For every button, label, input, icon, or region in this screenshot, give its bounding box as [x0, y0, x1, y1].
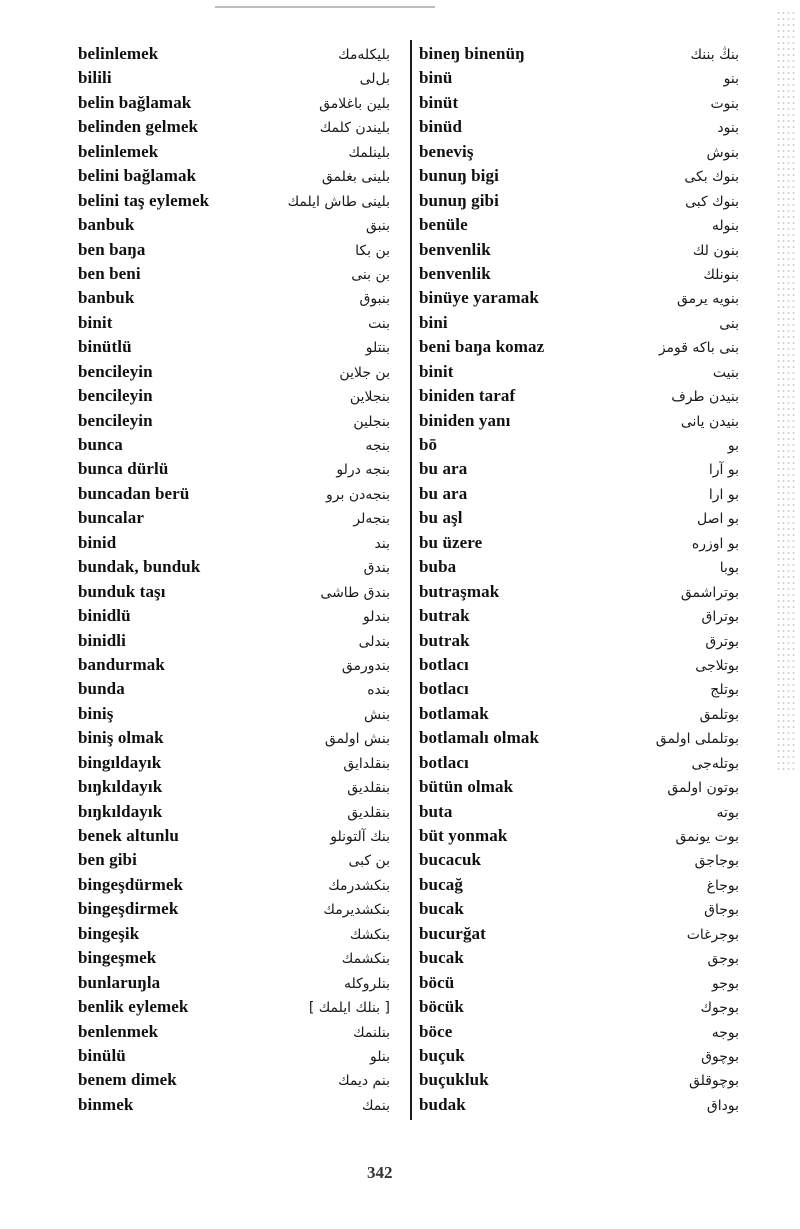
- arabic-script-form: بوجق: [707, 951, 739, 968]
- arabic-script-form: بو اصل: [697, 511, 739, 528]
- arabic-script-form: بن بکا: [355, 242, 390, 259]
- dictionary-entry: [419, 922, 739, 946]
- latin-headword: bingıldayık: [78, 752, 162, 772]
- arabic-script-form: بوجه: [711, 1024, 739, 1041]
- dictionary-entry: [78, 897, 390, 921]
- dictionary-entry: [419, 531, 739, 555]
- latin-headword: bunda: [78, 679, 125, 699]
- dictionary-entry: [419, 873, 739, 897]
- latin-headword: bunuŋ gibi: [419, 190, 499, 210]
- dictionary-entry: [78, 91, 390, 115]
- dictionary-entry: [78, 726, 390, 750]
- dictionary-entry: [419, 555, 739, 579]
- latin-headword: buba: [419, 557, 457, 577]
- arabic-script-form: بوچوق: [701, 1048, 739, 1065]
- dictionary-entry: [78, 946, 390, 970]
- arabic-script-form: بنجه‌لر: [353, 511, 390, 528]
- dictionary-entry: [78, 360, 390, 384]
- latin-headword: biniden taraf: [419, 386, 516, 406]
- arabic-script-form: بوترق: [705, 633, 739, 650]
- arabic-script-form: بنقلدیق: [347, 780, 390, 797]
- dictionary-entry: [78, 482, 390, 506]
- arabic-script-form: بنی باکه قومز: [658, 340, 739, 357]
- latin-headword: bıŋkıldayık: [78, 801, 163, 821]
- arabic-script-form: بو ارا: [708, 486, 739, 503]
- dictionary-entry: [419, 482, 739, 506]
- latin-headword: belini taş eylemek: [78, 190, 210, 210]
- dictionary-entry: [419, 897, 739, 921]
- arabic-script-form: بنونلك: [703, 266, 739, 283]
- latin-headword: ben baŋa: [78, 239, 146, 259]
- latin-headword: belinden gelmek: [78, 117, 199, 137]
- latin-headword: buçuk: [419, 1045, 465, 1065]
- arabic-script-form: بنلو: [370, 1048, 390, 1065]
- dictionary-entry: [78, 604, 390, 628]
- arabic-script-form: بنجه درلو: [336, 462, 390, 479]
- arabic-script-form: بوتراق: [701, 609, 739, 626]
- dictionary-entry: [419, 1068, 739, 1092]
- dictionary-entry: [419, 213, 739, 237]
- latin-headword: ben beni: [78, 263, 141, 283]
- latin-headword: binüt: [419, 92, 459, 112]
- dictionary-entry: [419, 286, 739, 310]
- dictionary-entry: [419, 946, 739, 970]
- dictionary-entry: [78, 800, 390, 824]
- dictionary-entry: [419, 604, 739, 628]
- dictionary-entry: [78, 189, 390, 213]
- dictionary-entry: [78, 848, 390, 872]
- dictionary-entry: [419, 115, 739, 139]
- arabic-script-form: بنڭ بننك: [690, 47, 739, 63]
- dictionary-entry: [419, 995, 739, 1019]
- dictionary-entry: [78, 1093, 390, 1117]
- arabic-script-form: بنش اولمق: [324, 731, 390, 748]
- dictionary-entry: [78, 115, 390, 139]
- arabic-script-form: بنلنمك: [353, 1024, 390, 1041]
- latin-headword: butraşmak: [419, 581, 500, 601]
- arabic-script-form: بنجه‌دن برو: [325, 486, 390, 503]
- arabic-script-form: بو اوزره: [691, 535, 739, 552]
- dictionary-entry: [78, 677, 390, 701]
- column-divider: [410, 40, 412, 1120]
- latin-headword: botlamak: [419, 703, 489, 723]
- latin-headword: bilili: [78, 68, 112, 88]
- arabic-script-form: بوجوك: [700, 1000, 739, 1017]
- arabic-script-form: بنقلدایق: [343, 755, 390, 772]
- dictionary-entry: [419, 1020, 739, 1044]
- arabic-script-form: بوجاق: [704, 902, 739, 919]
- arabic-script-form: بوتلج: [710, 682, 739, 699]
- dictionary-entry: [78, 1044, 390, 1068]
- dictionary-entry: [78, 238, 390, 262]
- arabic-script-form: بو: [727, 438, 739, 454]
- latin-headword: botlacı: [419, 654, 469, 674]
- latin-headword: bencileyin: [78, 386, 153, 406]
- arabic-script-form: بنیدن یانی: [680, 413, 739, 430]
- arabic-script-form: بو آرا: [708, 462, 739, 479]
- dictionary-entry: [78, 873, 390, 897]
- arabic-script-form: بلین باغلامق: [319, 95, 390, 112]
- dictionary-entry: [419, 824, 739, 848]
- dictionary-entry: [78, 653, 390, 677]
- arabic-script-form: بنلروکله: [343, 975, 390, 992]
- dictionary-entry: [419, 751, 739, 775]
- latin-headword: bıŋkıldayık: [78, 777, 163, 797]
- latin-headword: binülü: [78, 1045, 126, 1065]
- arabic-script-form: بنکشدیرمك: [323, 902, 390, 919]
- arabic-script-form: بنده: [367, 682, 390, 699]
- latin-headword: büt yonmak: [419, 826, 508, 845]
- dictionary-entry: [419, 848, 739, 872]
- arabic-script-form: بوچوقلق: [688, 1073, 739, 1090]
- latin-headword: bencileyin: [78, 410, 153, 430]
- latin-headword: binüye yaramak: [419, 288, 539, 308]
- arabic-script-form: بوجاجق: [694, 853, 739, 870]
- latin-headword: buçukluk: [419, 1070, 489, 1090]
- latin-headword: buta: [419, 801, 453, 821]
- latin-headword: butrak: [419, 630, 470, 650]
- arabic-script-form: بوتراشمق: [680, 584, 739, 601]
- top-border-line: [215, 6, 435, 8]
- arabic-script-form: بلیکلەمك: [338, 47, 390, 63]
- dictionary-entry: [419, 457, 739, 481]
- arabic-script-form: بل‌لی: [359, 71, 390, 88]
- latin-headword: benem dimek: [78, 1070, 177, 1090]
- dictionary-entry: [78, 555, 390, 579]
- latin-headword: ben gibi: [78, 850, 137, 870]
- dictionary-entry: [78, 751, 390, 775]
- latin-headword: bucağ: [419, 874, 463, 894]
- arabic-script-form: بوت یونمق: [675, 829, 739, 845]
- arabic-script-form: بنقلدیق: [347, 804, 390, 821]
- latin-headword: bundak, bunduk: [78, 557, 201, 577]
- arabic-script-form: بنوت: [710, 95, 739, 112]
- dictionary-entry: [78, 433, 390, 457]
- latin-headword: binidlü: [78, 606, 131, 626]
- dictionary-entry: [419, 409, 739, 433]
- arabic-script-form: بوجاغ: [706, 877, 739, 894]
- latin-headword: bineŋ binenüŋ: [419, 44, 525, 63]
- latin-headword: bucacuk: [419, 850, 482, 870]
- arabic-script-form: بلینی طاش ایلمك: [287, 193, 390, 210]
- dictionary-entry: [419, 702, 739, 726]
- latin-headword: belin bağlamak: [78, 92, 192, 112]
- arabic-script-form: بن کبی: [348, 853, 390, 870]
- dictionary-entry: [78, 971, 390, 995]
- dictionary-entry: [419, 66, 739, 90]
- dictionary-entry: [419, 384, 739, 408]
- latin-headword: beneviş: [419, 141, 474, 161]
- latin-headword: beni baŋa komaz: [419, 337, 545, 357]
- dictionary-entry: [78, 580, 390, 604]
- arabic-script-form: بنی: [719, 315, 739, 332]
- dictionary-entry: [78, 213, 390, 237]
- dictionary-entry: [419, 360, 739, 384]
- arabic-script-form: بنت: [368, 315, 390, 332]
- latin-headword: binü: [419, 68, 453, 88]
- arabic-script-form: بلیندن کلمك: [319, 120, 390, 137]
- latin-headword: bingeşdirmek: [78, 899, 179, 919]
- latin-headword: bini: [419, 312, 448, 332]
- latin-headword: benlik eylemek: [78, 997, 189, 1017]
- latin-headword: biniden yanı: [419, 410, 511, 430]
- arabic-script-form: بنجه: [365, 438, 390, 454]
- latin-headword: bucak: [419, 899, 464, 919]
- arabic-script-form: بنبق: [365, 218, 390, 235]
- dictionary-entry: [419, 653, 739, 677]
- latin-headword: botlamalı olmak: [419, 728, 540, 748]
- arabic-script-form: بوتون اولمق: [667, 780, 739, 797]
- arabic-script-form: بنجلین: [353, 413, 390, 430]
- dictionary-entry: [78, 457, 390, 481]
- arabic-script-form: بنکشك: [349, 926, 390, 943]
- latin-headword: bunuŋ bigi: [419, 166, 499, 186]
- latin-headword: benlenmek: [78, 1021, 159, 1041]
- latin-headword: bunlaruŋla: [78, 972, 161, 992]
- arabic-script-form: بن بنی: [351, 266, 390, 283]
- dictionary-entry: [419, 971, 739, 995]
- arabic-script-form: بوداق: [706, 1097, 739, 1114]
- latin-headword: bandurmak: [78, 654, 165, 674]
- dictionary-entry: [419, 629, 739, 653]
- dictionary-entry: [78, 286, 390, 310]
- dictionary-entry: [419, 311, 739, 335]
- arabic-script-form: بندق: [363, 560, 390, 577]
- latin-headword: budak: [419, 1094, 466, 1114]
- arabic-script-form: بلینلمك: [348, 144, 390, 161]
- dictionary-entry: [78, 164, 390, 188]
- dictionary-entry: [78, 995, 390, 1019]
- arabic-script-form: بنیدن طرف: [671, 389, 739, 406]
- latin-headword: binmek: [78, 1094, 134, 1114]
- latin-headword: benvenlik: [419, 263, 491, 283]
- latin-headword: bunduk taşı: [78, 581, 166, 601]
- latin-headword: bingeşik: [78, 923, 140, 943]
- dictionary-entry: [419, 262, 739, 286]
- latin-headword: belinlemek: [78, 141, 159, 161]
- latin-headword: bencileyin: [78, 361, 153, 381]
- latin-headword: binit: [78, 312, 113, 332]
- latin-headword: binüd: [419, 117, 463, 137]
- latin-headword: bu ara: [419, 483, 468, 503]
- arabic-script-form: بنتلو: [365, 340, 390, 357]
- latin-headword: buncadan berü: [78, 483, 190, 503]
- latin-headword: benek altunlu: [78, 826, 179, 845]
- arabic-script-form: بندلو: [363, 609, 390, 626]
- dictionary-entry: [78, 409, 390, 433]
- latin-headword: benüle: [419, 215, 468, 235]
- arabic-script-form: بند: [374, 535, 390, 552]
- dictionary-entry: [78, 384, 390, 408]
- latin-headword: banbuk: [78, 215, 135, 235]
- dictionary-entry: [78, 531, 390, 555]
- page-edge-texture: [776, 10, 796, 770]
- dictionary-entry: [78, 1068, 390, 1092]
- latin-headword: bu aşl: [419, 508, 463, 528]
- arabic-script-form: بنکشدرمك: [328, 877, 390, 894]
- latin-headword: buncalar: [78, 508, 144, 528]
- arabic-script-form: بنش: [364, 706, 390, 723]
- dictionary-entry: [78, 66, 390, 90]
- arabic-script-form: بندق طاشی: [320, 584, 390, 601]
- arabic-script-form: بندلی: [358, 633, 390, 650]
- arabic-script-form: بوبا: [719, 560, 739, 577]
- latin-headword: bingeşmek: [78, 948, 157, 968]
- dictionary-entry: [78, 335, 390, 359]
- latin-headword: benvenlik: [419, 239, 491, 259]
- arabic-script-form: بوته: [716, 804, 739, 821]
- latin-headword: botlacı: [419, 679, 469, 699]
- dictionary-entry: [78, 922, 390, 946]
- latin-headword: biniş olmak: [78, 728, 164, 748]
- arabic-script-form: بن جلاین: [339, 364, 390, 381]
- arabic-script-form: بنون لك: [692, 242, 739, 259]
- dictionary-entry: [78, 702, 390, 726]
- dictionary-entry: [419, 433, 739, 457]
- latin-headword: biniş: [78, 703, 114, 723]
- arabic-script-form: بنك آلتونلو: [330, 829, 390, 845]
- latin-headword: bucak: [419, 948, 464, 968]
- dictionary-entry: [419, 580, 739, 604]
- latin-headword: binid: [78, 532, 117, 552]
- dictionary-entry: [419, 800, 739, 824]
- dictionary-entry: [419, 140, 739, 164]
- latin-headword: belinlemek: [78, 44, 159, 63]
- arabic-script-form: بنود: [717, 120, 739, 137]
- dictionary-entry: [419, 1093, 739, 1117]
- dictionary-entry: [78, 1020, 390, 1044]
- latin-headword: bucurğat: [419, 923, 486, 943]
- arabic-script-form: بنجلاین: [349, 389, 390, 406]
- arabic-script-form: بنویه یرمق: [676, 291, 739, 308]
- arabic-script-form: بنوك کبی: [685, 193, 739, 210]
- dictionary-entry: [419, 238, 739, 262]
- dictionary-entry: [78, 824, 390, 848]
- latin-headword: binütlü: [78, 337, 132, 357]
- latin-headword: böcük: [419, 997, 464, 1017]
- arabic-script-form: بوتله‌جی: [691, 755, 739, 772]
- arabic-script-form: بوتلمق: [699, 706, 739, 723]
- dictionary-entry: [78, 775, 390, 799]
- dictionary-entry: [419, 726, 739, 750]
- latin-headword: bütün olmak: [419, 777, 514, 797]
- dictionary-entry: [419, 91, 739, 115]
- arabic-script-form: بوتلملی اولمق: [655, 731, 739, 748]
- latin-headword: bunca dürlü: [78, 459, 169, 479]
- arabic-script-form: بنکشمك: [341, 951, 390, 968]
- dictionary-entry: [419, 164, 739, 188]
- latin-headword: bunca: [78, 435, 123, 454]
- arabic-script-form: بنم دیمك: [338, 1073, 390, 1090]
- latin-headword: binidli: [78, 630, 126, 650]
- arabic-script-form: بوجو: [711, 975, 739, 992]
- arabic-script-form: بنو: [723, 71, 739, 88]
- arabic-script-form: بنوك بکی: [684, 169, 739, 186]
- latin-headword: bu üzere: [419, 532, 483, 552]
- arabic-script-form: بنمك: [361, 1097, 390, 1114]
- dictionary-entry: [78, 140, 390, 164]
- arabic-script-form: بلینی بغلمق: [321, 169, 390, 186]
- arabic-script-form: بنیت: [712, 364, 739, 381]
- left-column: [78, 42, 390, 1117]
- latin-headword: bō: [419, 435, 438, 454]
- right-column: [419, 42, 739, 1117]
- dictionary-entry: [419, 775, 739, 799]
- arabic-script-form: بوتلاجی: [695, 657, 739, 674]
- arabic-script-form: بوجرغات: [686, 926, 739, 943]
- arabic-script-form: [ بنلك ایلمك ]: [308, 1000, 390, 1017]
- dictionary-entry: [78, 262, 390, 286]
- dictionary-entry: [78, 629, 390, 653]
- dictionary-entry: [419, 42, 739, 66]
- dictionary-entry: [419, 1044, 739, 1068]
- arabic-script-form: بنوش: [706, 144, 739, 161]
- latin-headword: bingeşdürmek: [78, 874, 184, 894]
- dictionary-entry: [78, 42, 390, 66]
- arabic-script-form: بنوله: [711, 218, 739, 235]
- latin-headword: böce: [419, 1021, 453, 1041]
- latin-headword: binit: [419, 361, 454, 381]
- latin-headword: botlacı: [419, 752, 469, 772]
- arabic-script-form: بنبوق: [359, 291, 390, 308]
- arabic-script-form: بندورمق: [341, 657, 390, 674]
- dictionary-entry: [419, 335, 739, 359]
- dictionary-entry: [419, 506, 739, 530]
- dictionary-entry: [78, 506, 390, 530]
- page-number: 342: [367, 1163, 393, 1182]
- latin-headword: bu ara: [419, 459, 468, 479]
- dictionary-entry: [78, 311, 390, 335]
- dictionary-entry: [419, 189, 739, 213]
- latin-headword: belini bağlamak: [78, 166, 197, 186]
- dictionary-entry: [419, 677, 739, 701]
- latin-headword: böcü: [419, 972, 455, 992]
- latin-headword: butrak: [419, 606, 470, 626]
- latin-headword: banbuk: [78, 288, 135, 308]
